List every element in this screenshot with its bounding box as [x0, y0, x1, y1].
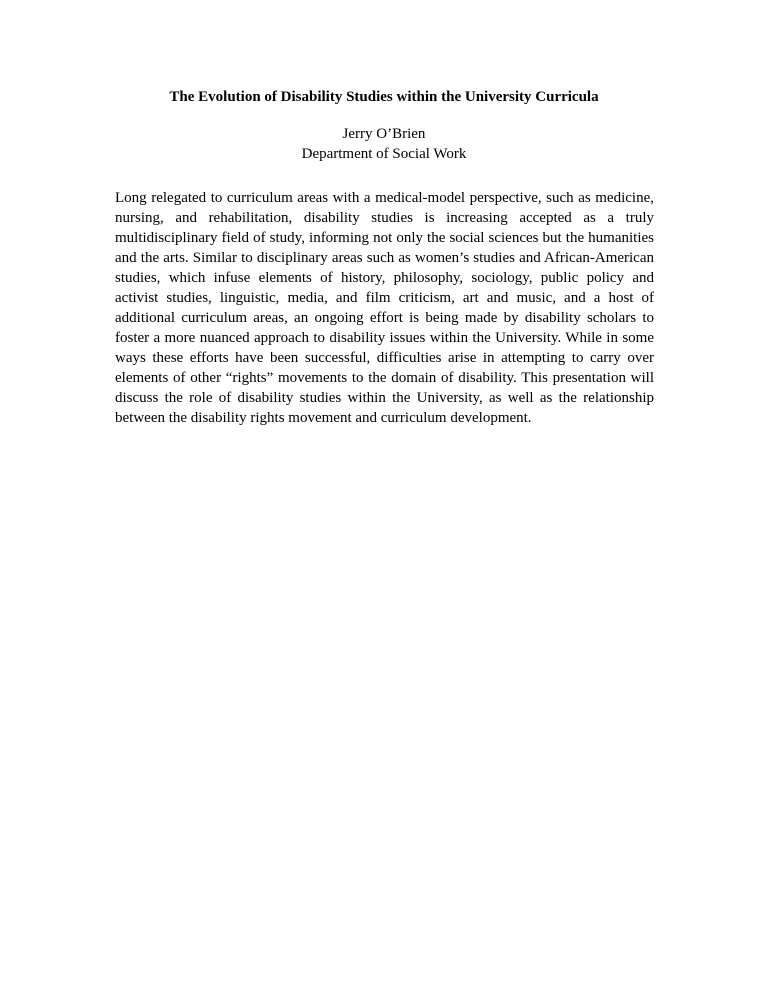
abstract-paragraph: Long relegated to curriculum areas with a medical-model perspective, such as medicine, nursing, and rehabilitation, disability studies is increasing accepted as a truly multidisciplinary field of study, informing not only the social sciences but the humanities and the arts. Similar to disciplinary areas such as women’s studies and African-American studies, which infuse elements of history, philosophy, sociology, public policy and activist studies, linguistic, media, and film criticism, art and music, and a host of additional curriculum areas, an ongoing effort is being made by disability scholars to foster a more nuanced approach to disability issues within the University. While in some ways these efforts have been successful, difficulties arise in attempting to carry over elements of other “rights” movements to the domain of disability. This presentation will discuss the role of disability studies within the University, as well as the relationship between the disability rights movement and curriculum development. [115, 190, 654, 426]
document-title: The Evolution of Disability Studies within the University Curricula [169, 89, 599, 105]
author-name: Jerry O’Brien [342, 126, 426, 142]
author-department: Department of Social Work [301, 146, 467, 162]
author-block [0, 124, 768, 164]
